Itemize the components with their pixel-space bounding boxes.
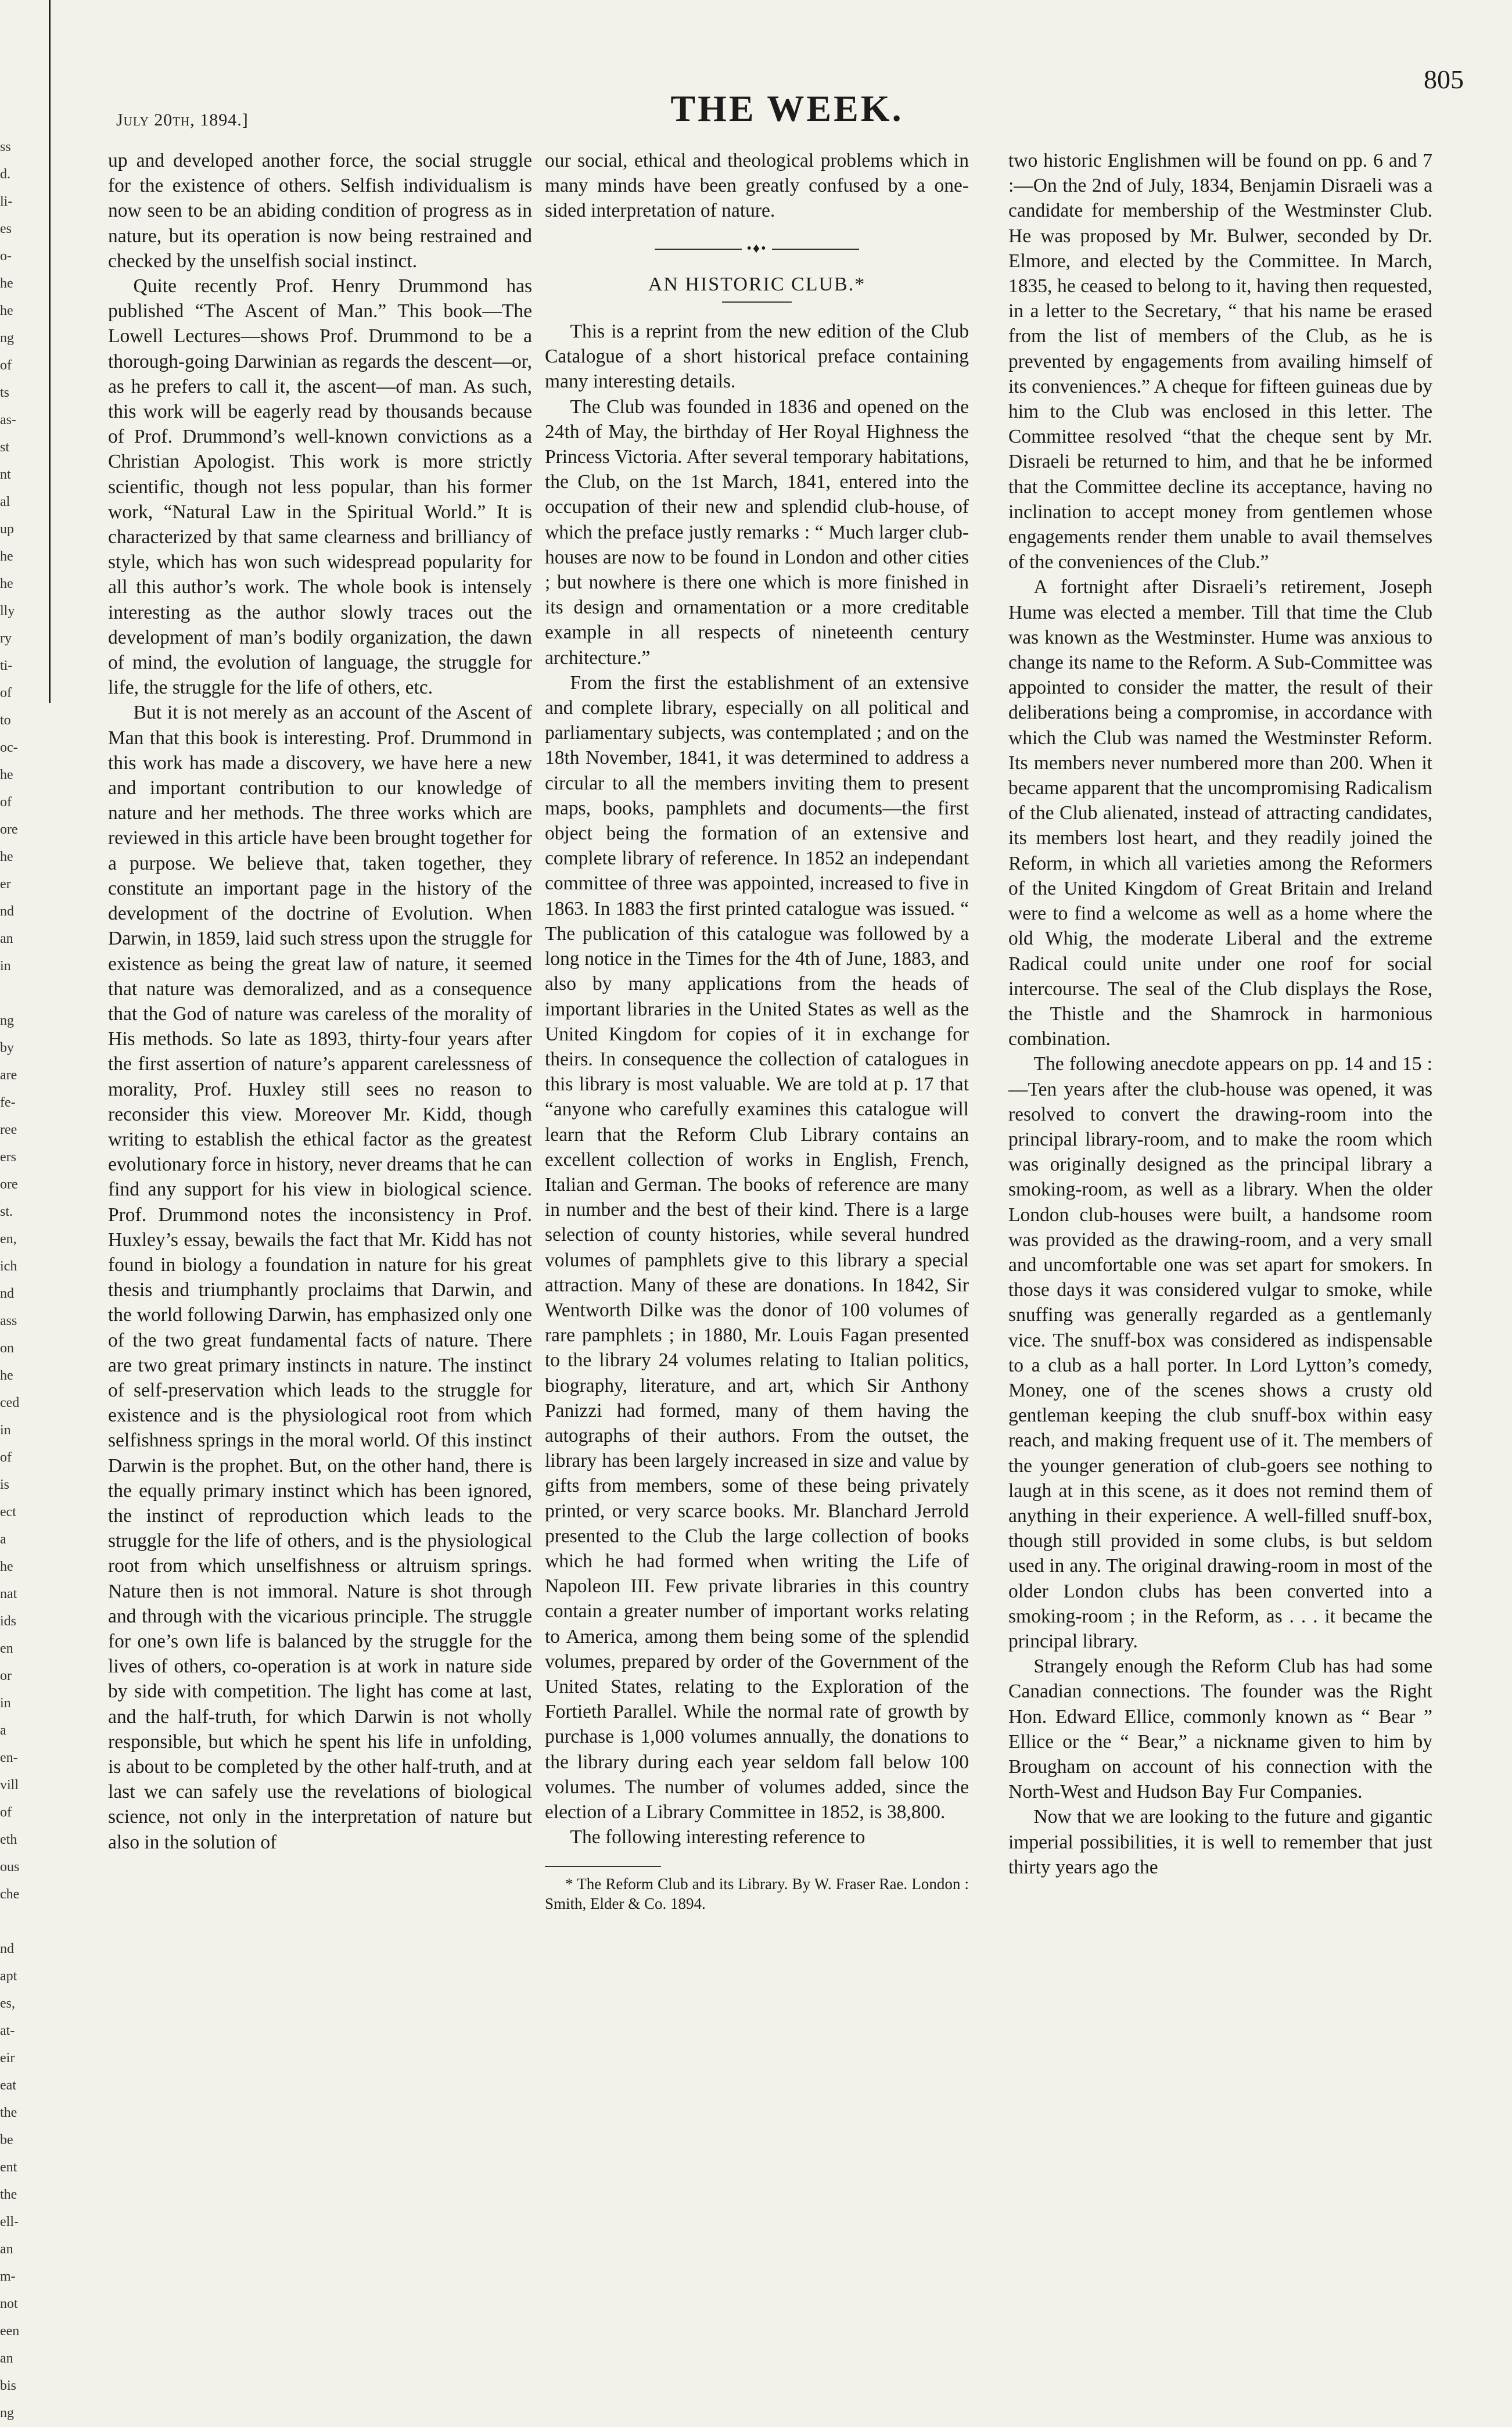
gutter-fragment: an	[0, 2351, 13, 2366]
gutter-fragment: be	[0, 2132, 13, 2148]
gutter-fragment: ous	[0, 1859, 20, 1875]
gutter-fragment: nd	[0, 904, 14, 919]
gutter-fragment: ass	[0, 1313, 17, 1329]
publication-title: THE WEEK.	[670, 88, 904, 129]
gutter-fragment: of	[0, 1805, 12, 1820]
page-header	[110, 64, 1464, 157]
paragraph: Strangely enough the Reform Club has had some Canadian connections. The founder was the Right Hon. Edward Ellice, commonly known as “ Bear ” Ellice or the “ Bear,” a nickname given to him by Brougham on account of his connection with the North-West and Hudson Bay Fur Companies.	[1008, 1656, 1432, 1803]
gutter-fragment: on	[0, 1341, 14, 1356]
paragraph: Now that we are looking to the future and gigantic imperial possibilities, it is well to remember that just thirty years ago the	[1008, 1806, 1432, 1878]
gutter-fragment: nat	[0, 1586, 17, 1602]
paragraph: up and developed another force, the social struggle for the existence of others. Selfish individualism is now seen to be an abiding condition of progress as in nature, but its operation is now being restrained and checked by the unselfish social instinct.	[108, 150, 532, 272]
paragraph: But it is not merely as an account of the Ascent of Man that this book is interesting. Prof. Drummond in this work has made a discovery, we have here a new and important contribution to our knowledge of nature and her methods. The three works which are reviewed in this article have been brought together for a purpose. We believe that, taken together, they constitute an important page in the history of the development of the doctrine of Evolution. When Darwin, in 1859, laid such stress upon the struggle for existence as being the great law of nature, it seemed that nature was demoralized, and as a consequence that the God of nature was careless of the morality of His methods. So late as 1893, thirty-four years after the first assertion of nature’s apparent carelessness of morality, Prof. Huxley still sees no reason to reconsider this view. Moreover Mr. Kidd, though writing to establish the ethical factor as the greatest evolutionary force in history, never dreams that he can find any support for his view in biological science. Prof. Drummond notes the inconsistency in Prof. Huxley’s essay, bewails the fact that Mr. Kidd has not found in biology a foundation in nature for his great thesis and triumphantly proclaims that Darwin, and the world following Darwin, has emphasized only one of the two great fundamental facts of nature. There are two great primary instincts in nature. The instinct of self-preservation which leads to the struggle for existence and is the physiological root from which selfishness springs in the moral world. Of this instinct Darwin is the prophet. But, on the other hand, there is the equally primary instinct which has been ignored, the instinct of reproduction which leads to the struggle for the life of others, and is the physiological root from which unselfishness or altruism springs. Nature then is not immoral. Nature is shot through and through with the vicarious principle. The struggle for one’s own life is balanced by the struggle for the lives of others, co-operation is at work in nature side by side with competition. The light has come at last, and the half-truth, for which Darwin is not wholly responsible, but which he spent his life in unfolding, is about to be completed by the other half-truth, and at last we can safely use the revelations of biological science, not only in the interpretation of nature but also in the solution of	[108, 702, 532, 1853]
gutter-fragment: of	[0, 1450, 12, 1465]
gutter-fragment: in	[0, 1696, 11, 1711]
gutter-fragment: ent	[0, 2160, 17, 2175]
page-number: 805	[1424, 64, 1464, 94]
gutter-fragment: in	[0, 1423, 11, 1438]
gutter-fragment: he	[0, 767, 13, 782]
gutter-fragment: in	[0, 958, 11, 974]
gutter-fragment: he	[0, 303, 13, 318]
gutter-fragment: eth	[0, 1832, 17, 1847]
gutter-fragment: a	[0, 1532, 6, 1547]
paragraph: two historic Englishmen will be found on pp. 6 and 7 :—On the 2nd of July, 1834, Benjamin Disraeli was a candidate for membership of the Westminster Club. He was proposed by Mr. Bulwer, seconded by Dr. Elmore, and elected by the Committee. In March, 1835, he ceased to belong to it, having then requested, in a letter to the Secretary, “ that his name be erased from the list of members of the Club, as he is prevented by engagements from availing himself of its conveniences.” A cheque for fifteen guineas due by him to the Club was enclosed in this letter. The Committee resolved “that the cheque sent by Mr. Disraeli be returned to him, and that he be informed that the Committee decline its acceptance, having no inclination to accept money from gentlemen whose engagements render them unable to avail themselves of the conveniences of the Club.”	[1008, 150, 1432, 573]
gutter-fragment: ore	[0, 822, 18, 837]
paragraph: This is a reprint from the new edition of the Club Catalogue of a short historical preface containing many interesting details.	[545, 321, 969, 393]
gutter-fragment: a	[0, 1723, 6, 1738]
gutter-fragment: ng	[0, 331, 14, 346]
gutter-fragment: ore	[0, 1177, 18, 1192]
gutter-fragment: st	[0, 440, 10, 455]
issue-date: July 20th, 1894.]	[116, 110, 249, 130]
column-right	[1008, 148, 1432, 1880]
gutter-fragment: ree	[0, 1122, 17, 1137]
gutter-fragment: en,	[0, 1232, 17, 1247]
gutter-fragment: m-	[0, 2269, 16, 2284]
gutter-fragment: by	[0, 1040, 14, 1055]
gutter-fragment: es	[0, 221, 12, 236]
section-divider	[545, 236, 969, 261]
gutter-fragment: to	[0, 713, 11, 728]
gutter-fragment: ell-	[0, 2214, 19, 2229]
gutter-fragment: he	[0, 1368, 13, 1383]
article-heading: AN HISTORIC CLUB.*	[648, 273, 866, 295]
gutter-fragment: en	[0, 1641, 13, 1656]
gutter-fragment: of	[0, 795, 12, 810]
footnote: * The Reform Club and its Library. By W. Fraser Rae. London : Smith, Elder & Co. 1894.	[545, 1875, 969, 1913]
gutter-fragment: are	[0, 1068, 17, 1083]
gutter-fragment: bis	[0, 2378, 17, 2393]
gutter-fragment: ids	[0, 1614, 17, 1629]
gutter-fragment: nt	[0, 467, 11, 482]
paragraph: From the first the establishment of an extensive and complete library, especially on all political and parliamentary subjects, was contemplated ; and on the 18th November, 1841, it was determined to address a circular to all the members inviting them to present maps, books, pamphlets and documents—the first object being the formation of an extensive and complete library of reference. In 1852 an independant committee of three was appointed, increased to five in 1863. In 1883 the first printed catalogue was issued. “ The publication of this catalogue was followed by a long notice in the Times for the 4th of June, 1883, and also by many applications from the heads of important libraries in the United States as well as the United Kingdom for copies of it in exchange for theirs. In consequence the collection of catalogues in this library is most valuable. We are told at p. 17 that “anyone who carefully examines this catalogue will learn that the Reform Club Library contains an excellent collection of works in English, French, Italian and German. The books of reference are many in number and the best of their kind. There is a large selection of county histories, while several hundred volumes of pamphlets give to this library a special attraction. Many of these are donations. In 1842, Sir Wentworth Dilke was the donor of 100 volumes of rare pamphlets ; in 1880, Mr. Louis Fagan presented to the library 24 volumes relating to Italian politics, biography, literature, and art, which Sir Anthony Panizzi had formed, many of them having the autographs of their authors. From the outset, the library has been largely increased in size and value by gifts from members, some of these being privately printed, or very scarce books. Mr. Blanchard Jerrold presented to the Club the large collection of books which he had formed when writing the Life of Napoleon III. Few private libraries in this country contain a greater number of important works relating to America, among them being some of the splendid volumes, prepared by order of the Government of the United States, relating to the Exploration of the Fortieth Parallel. While the normal rate of growth by purchase is 1,000 volumes annually, the donations to the library during each year seldom fall below 100 volumes. The number of volumes added, since the election of a Library Committee in 1852, is 38,800.	[545, 672, 969, 1823]
gutter-fragment: eir	[0, 2051, 15, 2066]
heading-rule	[722, 301, 792, 303]
gutter-fragment: eat	[0, 2078, 16, 2093]
gutter-fragment: ry	[0, 631, 12, 646]
gutter-fragment: ers	[0, 1150, 16, 1165]
gutter-fragment: vill	[0, 1778, 19, 1793]
paragraph: A fortnight after Disraeli’s retirement, Joseph Hume was elected a member. Till that time the Club was known as the Westminster. Hume was anxious to change its name to the Reform. A Sub-Committee was appointed to consider the matter, the result of their deliberations being a compromise, in accordance with which the Club was named the Westminster Reform. Its members never numbered more than 200. When it became apparent that the uncompromising Radicalism of the Club alienated, instead of attracting candidates, its members lost heart, and they readily joined the Reform, in which all varieties among the Reformers of the United Kingdom of Great Britain and Ireland were to find a welcome as well as a home where the old Whig, the moderate Liberal and the extreme Radical could unite under one roof for social intercourse. The seal of the Club displays the Rose, the Thistle and the Shamrock in harmonious combination.	[1008, 576, 1432, 1050]
gutter-fragment: en-	[0, 1750, 18, 1765]
gutter-fragment: es,	[0, 1996, 15, 2011]
gutter-fragment	[0, 980, 35, 1007]
gutter-fragment: he	[0, 276, 13, 291]
gutter-fragment: li-	[0, 194, 13, 209]
gutter-fragment: lly	[0, 604, 15, 619]
gutter-fragment: ect	[0, 1505, 16, 1520]
gutter-fragment: al	[0, 494, 10, 509]
gutter-fragment: the	[0, 2187, 17, 2202]
gutter-fragment: st.	[0, 1204, 13, 1219]
gutter-fragment: an	[0, 931, 13, 946]
gutter-fragment: of	[0, 358, 12, 373]
gutter-fragment: he	[0, 576, 13, 591]
gutter-fragment: nd	[0, 1286, 14, 1301]
footnote-rule	[545, 1866, 661, 1867]
gutter-fragment: he	[0, 1559, 13, 1574]
gutter-fragment: ts	[0, 385, 10, 400]
gutter-fragment: at-	[0, 2023, 15, 2038]
gutter-fragment: as-	[0, 412, 16, 428]
paragraph: The following anecdote appears on pp. 14 and 15 :—Ten years after the club-house was opened, it was resolved to convert the drawing-room into the principal library-room, and to make the room which was originally designed as the principal library a smoking-room, as well as a library. When the older London club-houses were built, a handsome room was provided as the drawing-room, and a very small and uncomfortable one was set apart for smokers. In those days it was considered vulgar to smoke, while snuffing was generally regarded as a gentlemanly vice. The snuff-box was considered as indispensable to a club as a hall porter. In Lord Lytton’s comedy, Money, one of the scenes shows a crusty old gentleman keeping the club snuff-box within easy reach, and making frequent use of it. The members of the younger generation of club-goers see nothing to laugh at in this scene, as it does not remind them of anything in their experience. A well-filled snuff-box, though still provided in some clubs, is but seldom used in any. The original drawing-room in most of the older London clubs has been converted into a smoking-room ; in the Reform, as . . . it became the principal library.	[1008, 1053, 1432, 1652]
gutter-fragment: apt	[0, 1969, 17, 1984]
paragraph: The Club was founded in 1836 and opened on the 24th of May, the birthday of Her Royal Highness the Princess Victoria. After several temporary habitations, the Club, on the 1st March, 1841, entered into the occupation of their new and splendid club-house, of which the preface justly remarks : “ Much larger club-houses are now to be found in London and other cities ; but nowhere is there one which is more finished in its design and ornamentation or a more creditable example in all respects of nineteenth century architecture.”	[545, 396, 969, 669]
gutter-fragment: of	[0, 685, 12, 701]
gutter-fragment: fe-	[0, 1095, 16, 1110]
gutter-fragment: up	[0, 522, 14, 537]
margin-rule	[49, 0, 51, 703]
gutter-fragment: ng	[0, 1013, 14, 1028]
gutter-fragment: che	[0, 1887, 20, 1902]
paragraph: The following interesting reference to	[570, 1826, 865, 1848]
gutter-fragment: een	[0, 2324, 20, 2339]
paragraph: Quite recently Prof. Henry Drummond has published “The Ascent of Man.” This book—The Lowell Lectures—shows Prof. Drummond to be a thorough-going Darwinian as regards the descent—or, as he prefers to call it, the ascent—of man. As such, this work will be eagerly read by thousands because of Prof. Drummond’s well-known convictions as a Christian Apologist. This work is more strictly scientific, though not less popular, than his former work, “Natural Law in the Spiritual World.” It is characterized by that same clearness and brilliancy of style, which has won such widespread popularity for all this author’s work. The whole book is intensely interesting as the author slowly traces out the development of man’s bodily organization, the dawn of mind, the evolution of language, the struggle for life, the struggle for the life of others, etc.	[108, 275, 532, 699]
gutter-fragment	[0, 1908, 35, 1936]
gutter-fragment: ng	[0, 2406, 14, 2421]
column-middle	[545, 148, 969, 1913]
gutter-fragment: d.	[0, 167, 10, 182]
gutter-fragment: an	[0, 2242, 13, 2257]
gutter-fragment: not	[0, 2296, 18, 2311]
gutter-fragment: er	[0, 877, 11, 892]
gutter-fragment: ich	[0, 1259, 17, 1274]
gutter-fragment: ti-	[0, 658, 13, 673]
gutter-fragment: ced	[0, 1395, 20, 1410]
column-left	[108, 148, 532, 1855]
gutter-fragment: nd	[0, 1941, 14, 1956]
adjacent-page-fragments	[0, 134, 35, 2421]
gutter-fragment: oc-	[0, 740, 18, 755]
gutter-fragment: ss	[0, 139, 11, 155]
gutter-fragment: the	[0, 2105, 17, 2120]
gutter-fragment: he	[0, 849, 13, 864]
paragraph: our social, ethical and theological problems which in many minds have been greatly confused by a one-sided interpretation of nature.	[545, 150, 969, 222]
gutter-fragment: or	[0, 1668, 12, 1683]
divider-ornament: •♦•	[746, 240, 767, 256]
gutter-fragment: o-	[0, 249, 12, 264]
gutter-fragment: he	[0, 549, 13, 564]
gutter-fragment: is	[0, 1477, 10, 1492]
